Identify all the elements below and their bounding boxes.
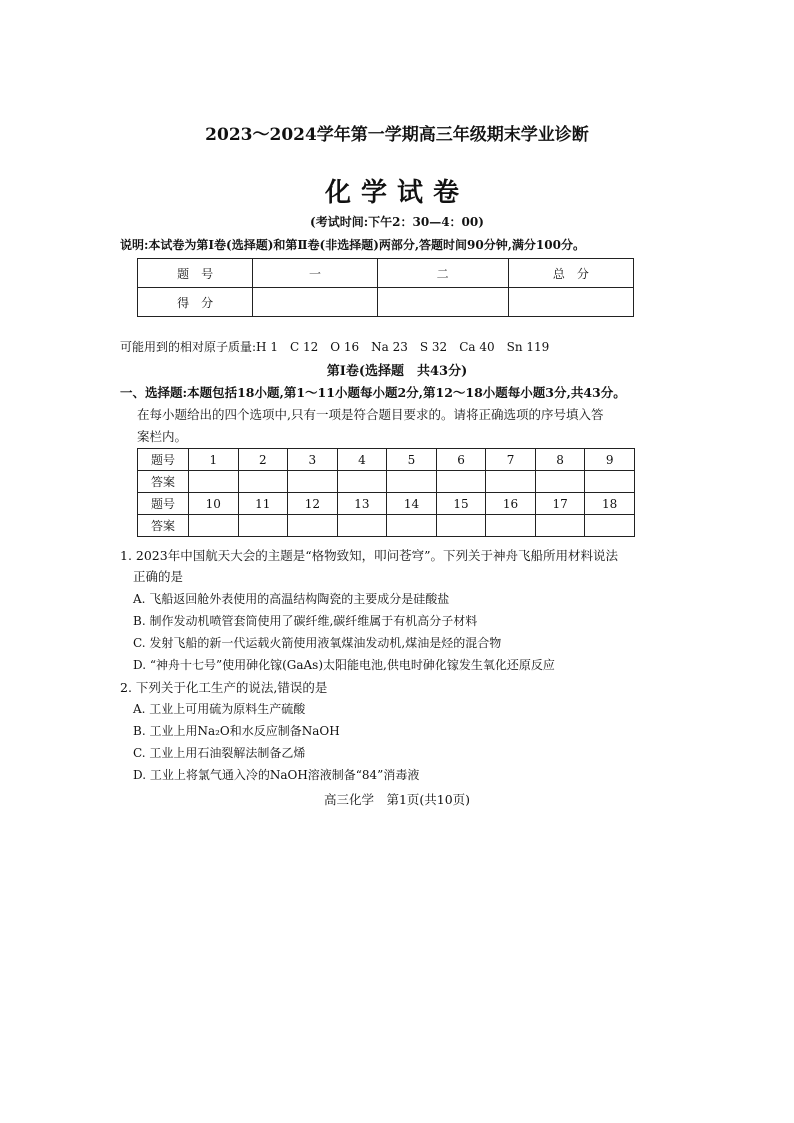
answer-table-row [138, 449, 635, 471]
question-number-cell: 8 [535, 449, 585, 471]
answer-blank-cell[interactable] [387, 471, 437, 493]
question-1-stem: 1. 2023年中国航天大会的主题是“格物致知，叩问苍穹”。下列关于神舟飞船所用材料说法 [120, 548, 618, 563]
answer-blank-cell[interactable] [288, 471, 338, 493]
answer-blank-cell[interactable] [436, 515, 486, 537]
question-number-cell: 18 [585, 493, 635, 515]
instructions: 说明:本试卷为第Ⅰ卷(选择题)和第Ⅱ卷(非选择题)两部分,答题时间90分钟,满分100分。 [120, 238, 585, 252]
question-number-cell: 14 [387, 493, 437, 515]
section1-line3: 案栏内。 [137, 429, 188, 444]
score-blank-cell[interactable] [377, 288, 508, 317]
answer-table-row [138, 515, 635, 537]
question-number-cell: 13 [337, 493, 387, 515]
answer-label: 答案 [138, 515, 189, 537]
answer-blank-cell[interactable] [337, 515, 387, 537]
score-label-cell: 得 分 [138, 288, 253, 317]
answer-blank-cell[interactable] [387, 515, 437, 537]
question-2-option-d: D. 工业上将氯气通入冷的NaOH溶液制备“84”消毒液 [133, 768, 420, 782]
question-2-option-a: A. 工业上可用硫为原料生产硫酸 [133, 702, 306, 716]
score-table-row [138, 288, 634, 317]
score-blank-cell[interactable] [508, 288, 633, 317]
question-number-label: 题号 [138, 449, 189, 471]
answer-blank-cell[interactable] [337, 471, 387, 493]
question-number-cell: 4 [337, 449, 387, 471]
score-table [137, 258, 634, 317]
question-number-cell: 17 [535, 493, 585, 515]
question-number-label: 题号 [138, 493, 189, 515]
atomic-masses: 可能用到的相对原子质量:H 1 C 12 O 16 Na 23 S 32 Ca 40 Sn 119 [120, 340, 550, 354]
exam-header-title: 2023～2024学年第一学期高三年级期末学业诊断 [205, 125, 589, 145]
answer-blank-cell[interactable] [535, 471, 585, 493]
answer-table [137, 448, 635, 537]
section1-line2: 在每小题给出的四个选项中,只有一项是符合题目要求的。请将正确选项的序号填入答 [137, 407, 604, 422]
answer-blank-cell[interactable] [189, 471, 239, 493]
exam-time: (考试时间:下午2：30—4：00) [310, 215, 484, 229]
score-blank-cell[interactable] [253, 288, 377, 317]
page-footer: 高三化学 第1页(共10页) [323, 792, 471, 807]
question-number-cell: 5 [387, 449, 437, 471]
question-1-option-b: B. 制作发动机喷管套筒使用了碳纤维,碳纤维属于有机高分子材料 [133, 614, 478, 628]
question-number-cell: 3 [288, 449, 338, 471]
question-number-cell: 16 [486, 493, 536, 515]
answer-blank-cell[interactable] [288, 515, 338, 537]
part1-title: 第Ⅰ卷(选择题 共43分) [326, 364, 468, 379]
answer-table-row [138, 471, 635, 493]
answer-blank-cell[interactable] [189, 515, 239, 537]
score-header-cell: 二 [377, 259, 508, 288]
answer-blank-cell[interactable] [486, 515, 536, 537]
score-header-cell: 总 分 [508, 259, 633, 288]
question-number-cell: 7 [486, 449, 536, 471]
question-number-cell: 9 [585, 449, 635, 471]
question-2-option-c: C. 工业上用石油裂解法制备乙烯 [133, 746, 306, 760]
question-number-cell: 10 [189, 493, 239, 515]
score-table-row [138, 259, 634, 288]
answer-blank-cell[interactable] [585, 471, 635, 493]
question-2-option-b: B. 工业上用Na₂O和水反应制备NaOH [133, 724, 340, 738]
answer-blank-cell[interactable] [238, 471, 288, 493]
answer-label: 答案 [138, 471, 189, 493]
question-2-stem: 2. 下列关于化工生产的说法,错误的是 [120, 680, 328, 695]
answer-blank-cell[interactable] [535, 515, 585, 537]
subject-title: 化学试卷 [324, 178, 469, 208]
answer-table-row [138, 493, 635, 515]
question-number-cell: 2 [238, 449, 288, 471]
answer-blank-cell[interactable] [486, 471, 536, 493]
question-1-option-c: C. 发射飞船的新一代运载火箭使用液氧煤油发动机,煤油是烃的混合物 [133, 636, 502, 650]
question-number-cell: 15 [436, 493, 486, 515]
question-number-cell: 12 [288, 493, 338, 515]
question-number-cell: 1 [189, 449, 239, 471]
score-header-cell: 题 号 [138, 259, 253, 288]
section1-line1: 一、选择题:本题包括18小题,第1～11小题每小题2分,第12～18小题每小题3分,共43分。 [120, 385, 626, 400]
question-1-stem-cont: 正确的是 [133, 569, 184, 584]
answer-blank-cell[interactable] [585, 515, 635, 537]
question-1-option-d: D. “神舟十七号”使用砷化镓(GaAs)太阳能电池,供电时砷化镓发生氧化还原反应 [133, 658, 555, 672]
question-1-option-a: A. 飞船返回舱外表使用的高温结构陶瓷的主要成分是硅酸盐 [133, 592, 450, 606]
answer-blank-cell[interactable] [436, 471, 486, 493]
score-header-cell: 一 [253, 259, 377, 288]
question-number-cell: 6 [436, 449, 486, 471]
question-number-cell: 11 [238, 493, 288, 515]
answer-blank-cell[interactable] [238, 515, 288, 537]
